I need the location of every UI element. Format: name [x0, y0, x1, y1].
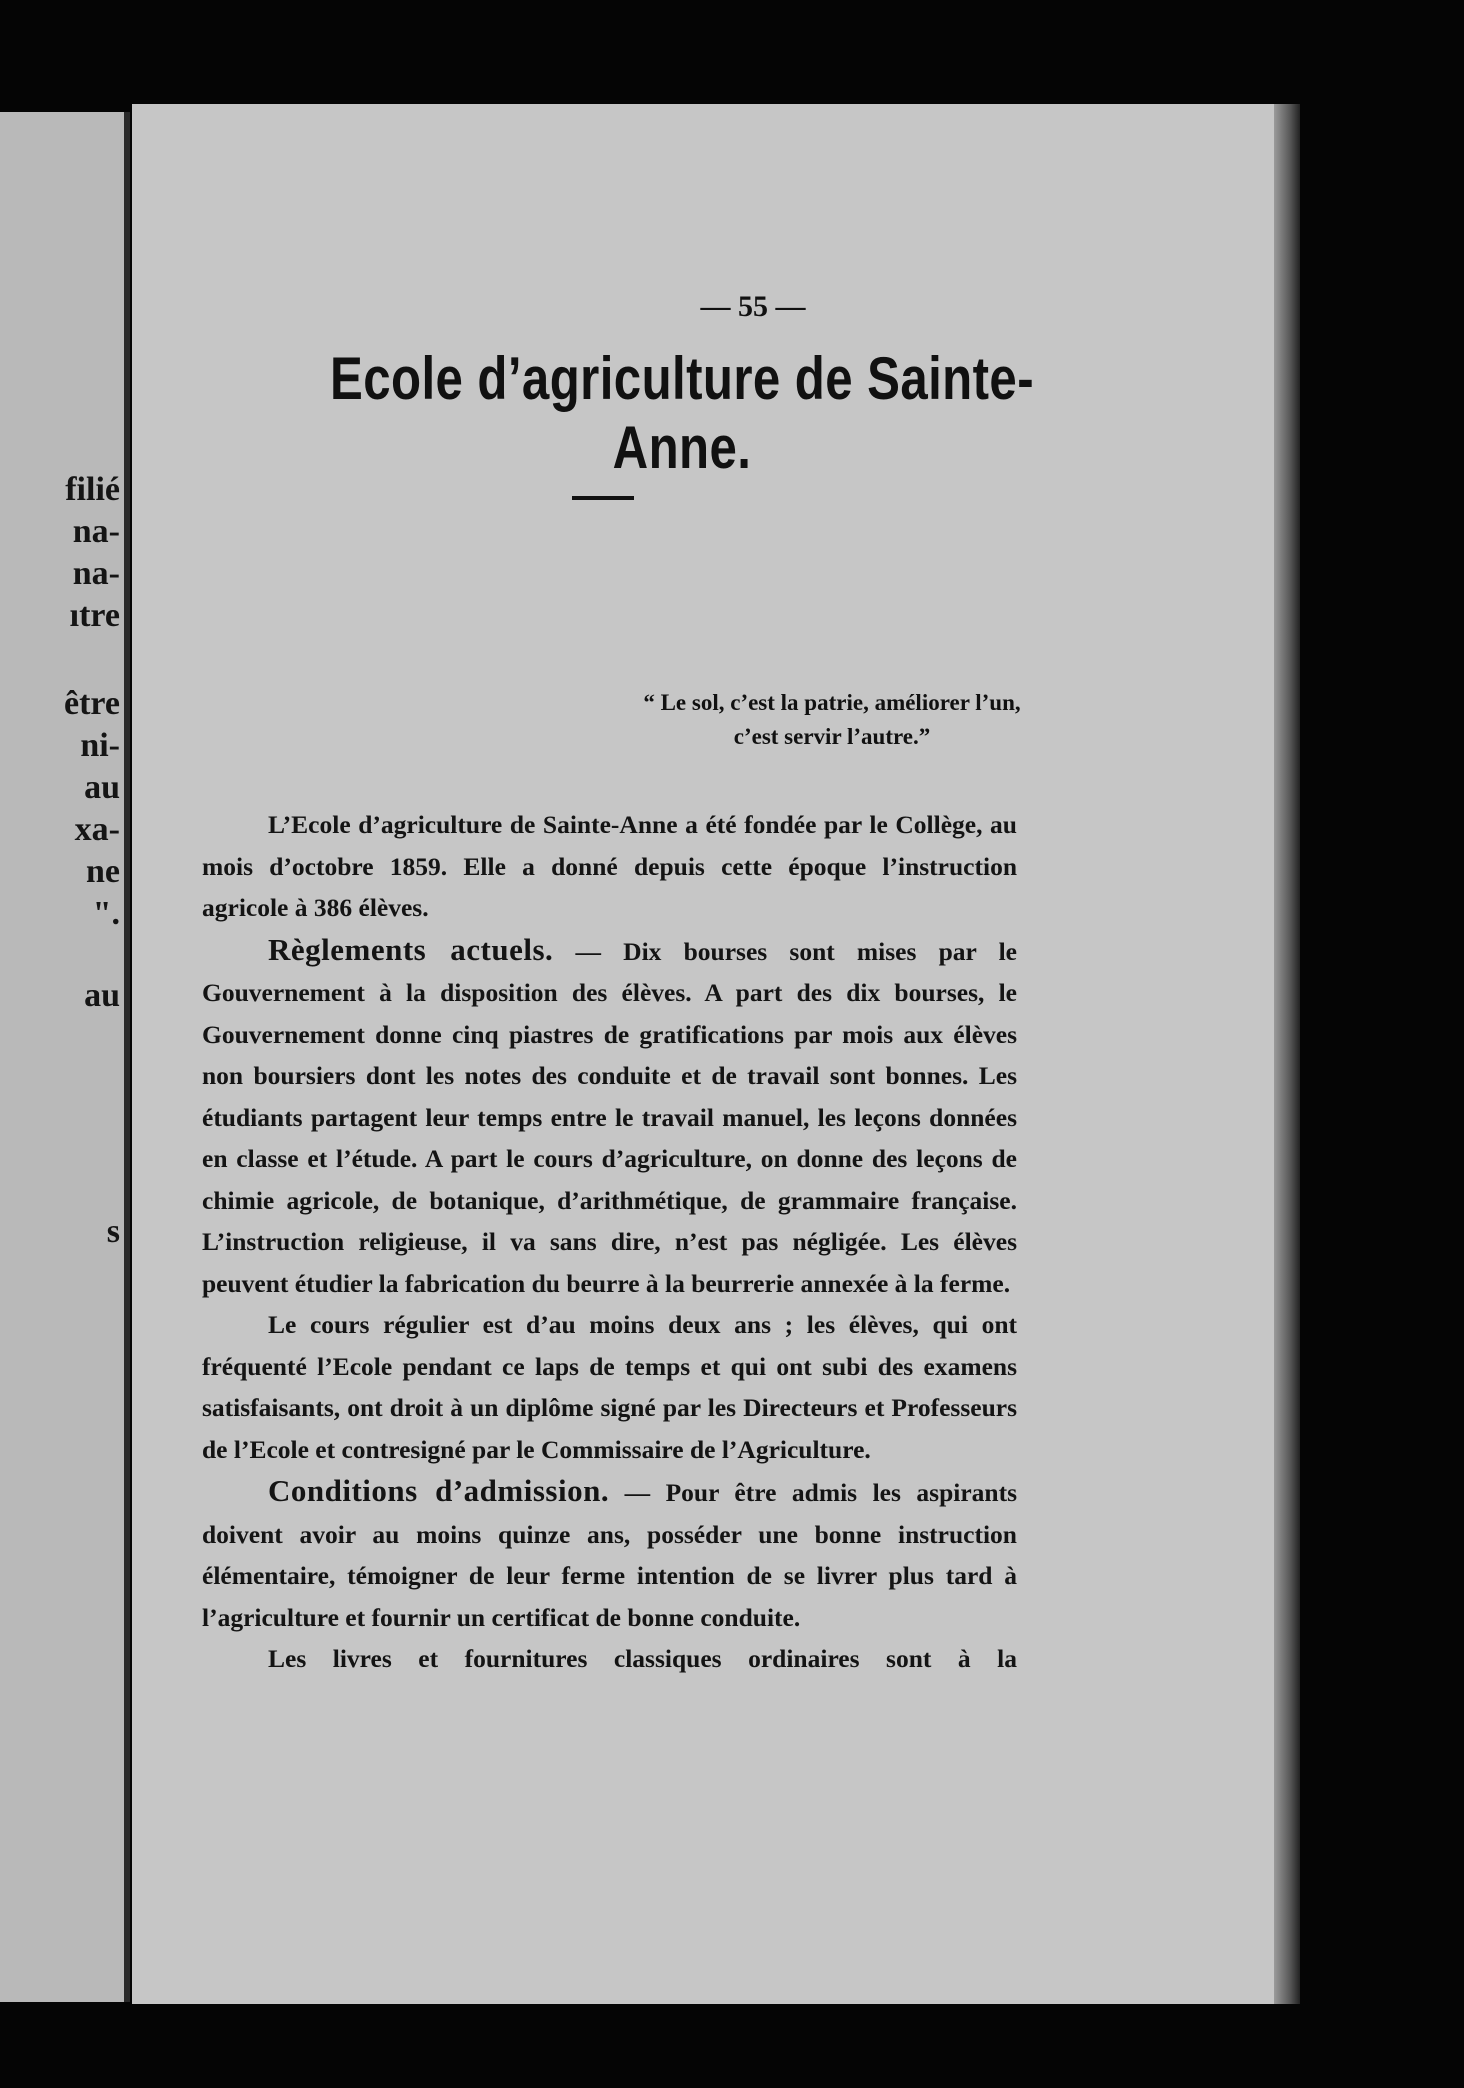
paragraph-regulations [202, 929, 1017, 1305]
paragraph-books: Les livres et fournitures classiques ordinaires sont à la [268, 1644, 1017, 1673]
left-page-word: filié [65, 471, 120, 508]
paragraph-course: Le cours régulier est d’au moins deux ans ; les élèves, qui ont fréquenté l’Ecole pendant ce laps de temps et qui ont subi des examens satisfaisants, ont droit à un diplôme signé par les Directeurs et Professeurs de l’Ecole et contresigné par le Commissaire de l’Agriculture. [202, 1310, 1017, 1464]
book-page [132, 104, 1274, 2004]
left-page-word: s [106, 1213, 120, 1250]
page-number: — 55 — [700, 290, 806, 323]
left-page-word: ıtre [69, 597, 120, 634]
epigraph-quote [512, 686, 1152, 754]
left-page-word: na- [72, 555, 120, 592]
left-page-word: ni- [80, 727, 120, 764]
epigraph-line: “ Le sol, c’est la patrie, améliorer l’un, [643, 690, 1021, 715]
left-page-word: ne [86, 853, 120, 890]
page-title: Ecole d’agriculture de Sainte-Anne. [329, 345, 1034, 481]
left-page-word: na- [72, 513, 120, 550]
paragraph-admission [202, 1470, 1017, 1638]
left-page-word: xa- [74, 811, 120, 848]
paragraph-text: — Pour être admis les aspirants doivent avoir au moins quinze ans, posséder une bonne instruction élémentaire, témoigner de leur ferme intention de se livrer plus tard à l’agriculture et fournir un certificat de bonne conduite. [202, 1478, 1018, 1632]
left-page-word: être [64, 685, 120, 722]
paragraph-text: — Dix bourses sont mises par le Gouvernement à la disposition des élèves. A part des dix bourses, le Gouvernement donne cinq piastres de gratifications par mois aux élèves non boursiers dont les notes des conduite et de travail sont bonnes. Les étudiants partagent leur temps entre le travail manuel, les leçons données en classe et l’étude. A part le cours d’agriculture, on donne des leçons de chimie agricole, de botanique, d’arithmétique, de grammaire française. L’instruction religieuse, il va sans dire, n’est pas négligée. Les élèves peuvent étudier la fabrication du beurre à la beurrerie annexée à la ferme. [202, 936, 1017, 1298]
body-text [202, 804, 1017, 1680]
page-edge-shadow [1274, 104, 1300, 2004]
section-heading-admission: Conditions d’admission. [268, 1473, 610, 1508]
left-page-word: au [84, 977, 120, 1014]
section-heading-regulations: Règlements actuels. [268, 931, 554, 967]
title-rule-divider [572, 496, 634, 500]
paragraph-founding: L’Ecole d’agriculture de Sainte-Anne a été fondée par le Collège, au mois d’octobre 1859. Elle a donné depuis cette époque l’instruction agricole à 386 élèves. [202, 810, 1017, 922]
left-page-word: ". [92, 895, 120, 932]
epigraph-line: c’est servir l’autre.” [733, 724, 931, 749]
left-page-word: au [84, 769, 120, 806]
facing-page-fragment [0, 112, 130, 2002]
